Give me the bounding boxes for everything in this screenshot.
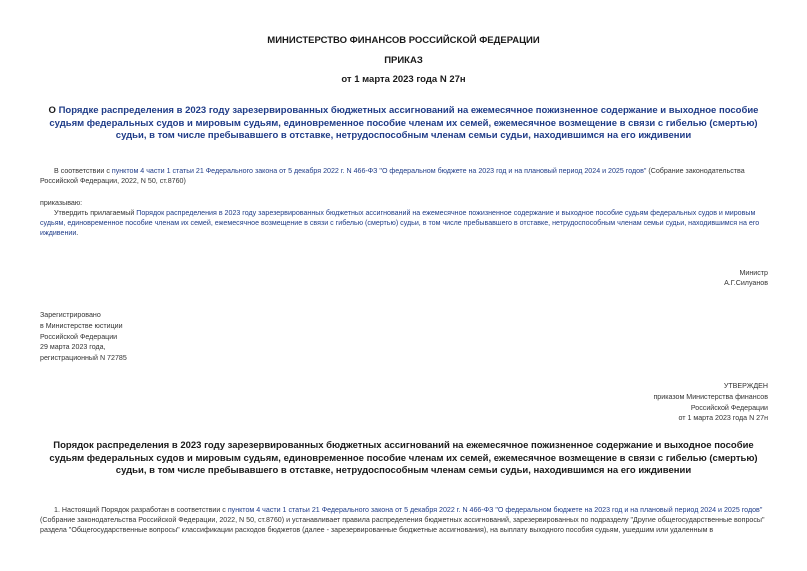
registration-line: в Министерстве юстиции (40, 321, 123, 330)
approval-line: приказом Министерства финансов (653, 392, 768, 401)
approve-tail: . (76, 229, 79, 238)
approval-line: Российской Федерации (690, 403, 768, 412)
approval-line: УТВЕРЖДЕН (723, 382, 768, 390)
order-title-link[interactable]: Порядке распределения в 2023 году зарезервированных бюджетных ассигнований на ежемесячное пожизненное содержание и выходное пособие судьям федеральных судов и мировым судьям, единовременное пособие членам их семей, ежемесячное возмещение в связи с гибелью (смертью) судьи, в том числе пребывавшего в отставке, нетрудоспособным членам семьи судьи, находившимся на его иждивении (49, 105, 759, 141)
registration-line: Российской Федерации (40, 332, 118, 341)
clause-1 (40, 505, 767, 536)
doc-date: от 1 марта 2023 года N 27н (341, 74, 466, 85)
preamble-tail: (Собрание законодательства Российской Федерации, 2022, N 50, ст.8760) (40, 167, 745, 186)
order-title (40, 105, 767, 143)
approval-stamp (518, 381, 768, 424)
clause-1-law-link[interactable]: пунктом 4 части 1 статьи 21 Федерального закона от 5 декабря 2022 г. N 466-ФЗ "О федеральном бюджете на 2023 год и на плановый период 2024 и 2025 годов" (227, 506, 763, 514)
ministry-name: МИНИСТЕРСТВО ФИНАНСОВ РОССИЙСКОЙ ФЕДЕРАЦИИ (267, 35, 540, 46)
registration-line: Зарегистрировано (40, 311, 101, 319)
clause-1-lead: 1. Настоящий Порядок разработан в соответствии с (54, 506, 228, 514)
order-title-prefix: О (48, 105, 59, 116)
registration-line: 29 марта 2023 года, (40, 343, 106, 352)
registration-line: регистрационный N 72785 (40, 354, 127, 363)
federal-law-link[interactable]: пунктом 4 части 1 статьи 21 Федерального закона от 5 декабря 2022 г. N 466-ФЗ "О федеральном бюджете на 2023 год и на плановый период 2024 и 2025 годов" (111, 167, 647, 175)
signature-name: А.Г.Силуанов (724, 279, 768, 288)
procedure-title: Порядок распределения в 2023 году зарезервированных бюджетных ассигнований на ежемесячное пожизненное содержание и выходное пособие судьям федеральных судов и мировым судьям, единовременное пособие членам их семей, ежемесячное возмещение в связи с гибелью (смертью) судьи, в том числе пребывавшего в отставке, нетрудоспособным членам семьи судьи, находившимся на его иждивении (49, 440, 758, 476)
approve-lead: Утвердить прилагаемый (54, 209, 137, 217)
approval-line: от 1 марта 2023 года N 27н (678, 414, 768, 423)
signature-position: Министр (739, 269, 768, 277)
doc-type: ПРИКАЗ (384, 55, 423, 66)
preamble-paragraph (40, 166, 767, 186)
procedure-link[interactable]: Порядок распределения в 2023 году зарезервированных бюджетных ассигнований на ежемесячное пожизненное содержание и выходное пособие судьям федеральных судов и мировым судьям, единовременное пособие членам их семей, ежемесячное возмещение в связи с гибелью (смертью) судьи, в том числе пребывавшего в отставке, нетрудоспособным членам семьи судьи, находившимся на его иждивении (40, 209, 760, 238)
preamble-lead: В соответствии с (54, 167, 112, 175)
signature-block (568, 268, 768, 288)
registration-block (40, 310, 240, 364)
approve-paragraph (40, 208, 767, 239)
order-word: приказываю: (40, 199, 83, 207)
clause-1-tail: (Собрание законодательства Российской Федерации, 2022, N 50, ст.8760) и устанавливает правила распределения бюджетных ассигнований, зарезервированных по подразделу "Другие общегосударственные вопросы" раздела "Общегосударственные вопросы" классификации расходов бюджетов (далее - зарезервированные бюджетные ассигнования), на выплату выходного пособия судьям, ушедшим или удаленным в (40, 516, 765, 535)
